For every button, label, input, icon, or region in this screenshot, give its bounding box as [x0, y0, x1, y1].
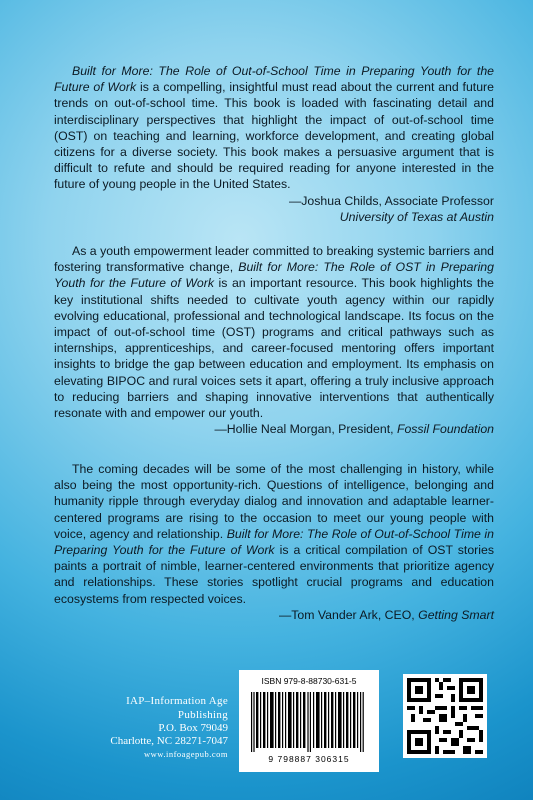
endorsement-2-attribution	[54, 421, 494, 437]
org-name: Getting Smart	[418, 607, 494, 622]
publisher-block	[78, 694, 228, 760]
attribution-name: —Hollie Neal Morgan, President,	[214, 422, 397, 437]
attribution-name: —Tom Vander Ark, CEO,	[278, 607, 419, 622]
endorsement-3-before: The coming decades will be some of the most challenging in history, while also being the most opportunity-rich. Questions of intelligence, belonging and humanity ripple through everyday dialog and innovation and adaptable learner-centered programs are rising to the occasion to meet our young people with voice, agency and relationship.	[54, 462, 494, 541]
endorsement-3-attribution	[54, 607, 494, 623]
isbn-label: ISBN 979-8-88730-631-5	[261, 676, 357, 686]
book-title: Built for More: The Role of Out-of-School Time in Preparing Youth for the Future of Work	[54, 64, 494, 95]
org-name: University of Texas at Austin	[339, 209, 494, 224]
book-title: Built for More: The Role of Out-of-School Time in Preparing Youth for the Future of Work	[54, 526, 494, 558]
endorsement-1-attribution: —Joshua Childs, Associate Professor	[288, 193, 494, 208]
publisher-name: IAP–Information Age Publishing	[126, 695, 228, 721]
endorsement-2-text	[54, 243, 494, 421]
book-title: Built for More: The Role of OST in Preparing Youth for the Future of Work	[54, 260, 494, 291]
endorsement-1-org	[54, 209, 494, 225]
publisher-city: Charlotte, NC 28271-7047	[110, 735, 228, 747]
endorsement-3-text	[54, 461, 494, 607]
barcode-number: 9 798887 306315	[268, 754, 350, 764]
endorsement-2-after: is an important resource. This book highlights the key institutional shifts needed to cultivate youth agency within our rapidly evolving educational, professional and technological landscape. Its focus on the impact of out-of-school time (OST) programs and critical pathways such as internships, apprenticeships, and career-focused mentoring offers important insights to bridge the gap between education and employment. Its emphasis on elevating BIPOC and rural voices sets it apart, offering a truly inclusive approach to reducing barriers and shaping innovative interventions that authentically resonate with and empower our youth.	[54, 276, 495, 421]
endorsement-3	[54, 461, 494, 623]
endorsement-1-text	[54, 63, 494, 193]
org-name: Fossil Foundation	[396, 422, 494, 437]
endorsement-3-after: is a critical compilation of OST stories paints a portrait of nimble, learner-centered environments that prioritize agency and relationships. These stories spotlight crucial programs and education ecosystems from respected voices.	[54, 543, 494, 606]
publisher-url: www.infoagepub.com	[144, 749, 228, 759]
publisher-po-box: P.O. Box 79049	[158, 722, 228, 734]
endorsement-2-before: As a youth empowerment leader committed to breaking systemic barriers and fostering transformative change,	[54, 244, 494, 275]
isbn-barcode	[239, 670, 379, 772]
endorsement-1-body: is a compelling, insightful must read about the current and future trends on out-of-school time. This book is loaded with fascinating detail and interdisciplinary perspectives that highlight the impact of out-of-school time (OST) on teaching and learning, workforce development, and creating global citizens for a diverse society. This book makes a persuasive argument that is difficult to refute and should be required reading for anyone interested in the future of young people in the United States.	[54, 80, 494, 192]
barcode-bars	[251, 692, 367, 752]
qr-code-icon	[403, 674, 487, 758]
endorsement-1	[54, 63, 494, 225]
endorsement-2	[54, 243, 494, 437]
